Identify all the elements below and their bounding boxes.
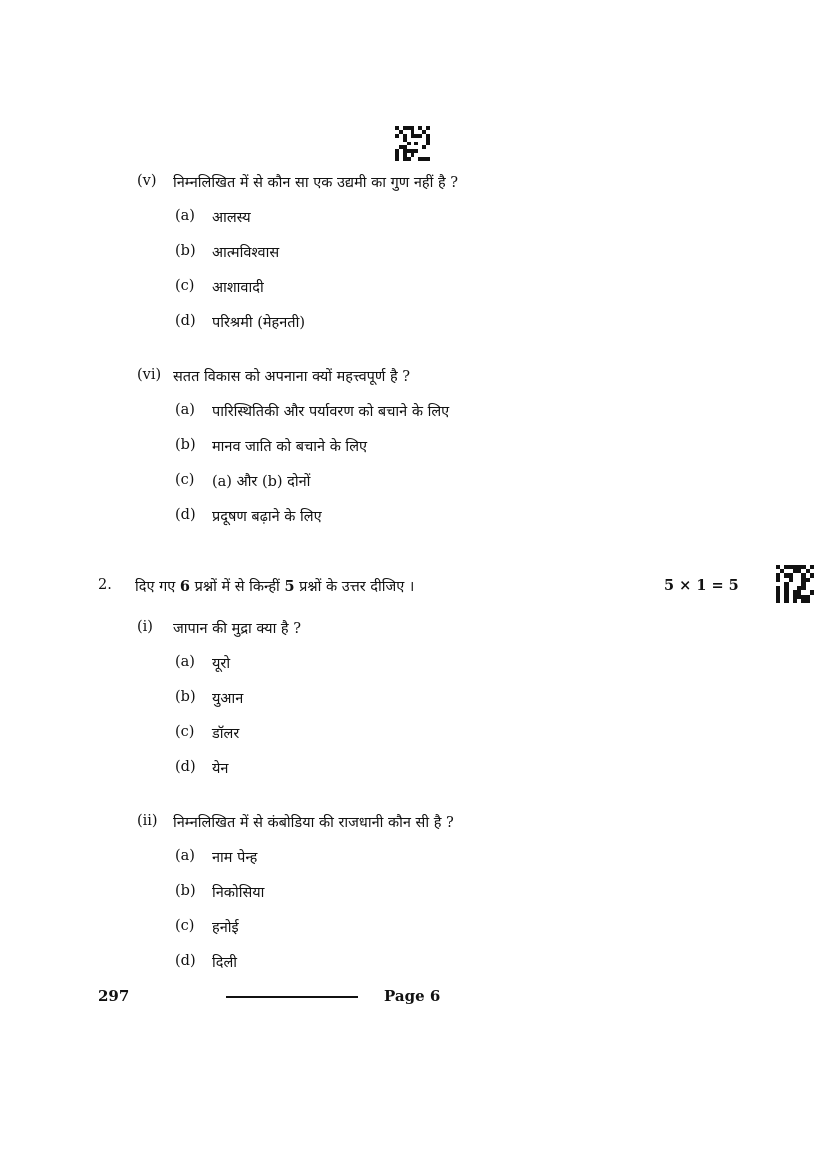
instruction-mid: प्रश्नों में से किन्हीं [189,579,285,595]
question-text: जापान की मुद्रा क्या है ? [173,621,302,637]
marks-allocation: 5 × 1 = 5 [664,577,739,594]
option-text: येन [212,761,229,777]
option-text: आत्मविश्वास [212,245,280,261]
question-number: (ii) [137,813,158,829]
option-label: (a) [175,402,195,418]
question-number: (i) [137,619,153,635]
option-label: (b) [175,689,196,705]
option-text: यूरो [212,656,231,672]
instruction-count-6: 6 [179,578,190,595]
option-label: (c) [175,918,195,934]
option-text: परिश्रमी (मेहनती) [212,315,305,331]
instruction-pre: दिए गए [135,579,180,595]
option-text: नाम पेन्ह [212,850,258,866]
option-label: (a) [175,654,195,670]
question-number: 2. [98,577,112,593]
option-text: युआन [212,691,244,707]
paper-code: 297 [98,987,130,1005]
option-label: (d) [175,313,196,329]
question-instruction [135,576,414,596]
page-number: Page 6 [384,987,441,1005]
question-text: निम्नलिखित में से कंबोडिया की राजधानी कौन सी है ? [173,815,454,831]
option-text: प्रदूषण बढ़ाने के लिए [212,509,322,525]
option-text: हनोई [212,920,239,936]
question-text: निम्नलिखित में से कौन सा एक उद्यमी का गुण नहीं है ? [173,175,459,191]
option-label: (d) [175,507,196,523]
option-text: पारिस्थितिकी और पर्यावरण को बचाने के लिए [212,404,450,420]
footer-rule [226,996,358,998]
option-text: मानव जाति को बचाने के लिए [212,439,368,455]
option-label: (b) [175,883,196,899]
qr-code-side [776,565,814,603]
option-text: दिली [212,955,238,971]
option-label: (b) [175,243,196,259]
option-label: (b) [175,437,196,453]
option-label: (a) [175,208,195,224]
instruction-post: प्रश्नों के उत्तर दीजिए । [294,579,415,595]
option-label: (c) [175,724,195,740]
question-number: (v) [137,173,157,189]
question-text: सतत विकास को अपनाना क्यों महत्त्वपूर्ण है ? [173,369,411,385]
option-text: निकोसिया [212,885,265,901]
option-text: आलस्य [212,210,251,226]
option-label: (d) [175,953,196,969]
qr-code-top [395,126,430,161]
question-number: (vi) [137,367,162,383]
option-label: (a) [175,848,195,864]
option-label: (c) [175,472,195,488]
option-label: (c) [175,278,195,294]
option-text: डॉलर [212,726,240,742]
option-text: (a) और (b) दोनों [212,474,311,490]
instruction-count-5: 5 [284,578,295,595]
option-label: (d) [175,759,196,775]
option-text: आशावादी [212,280,264,296]
